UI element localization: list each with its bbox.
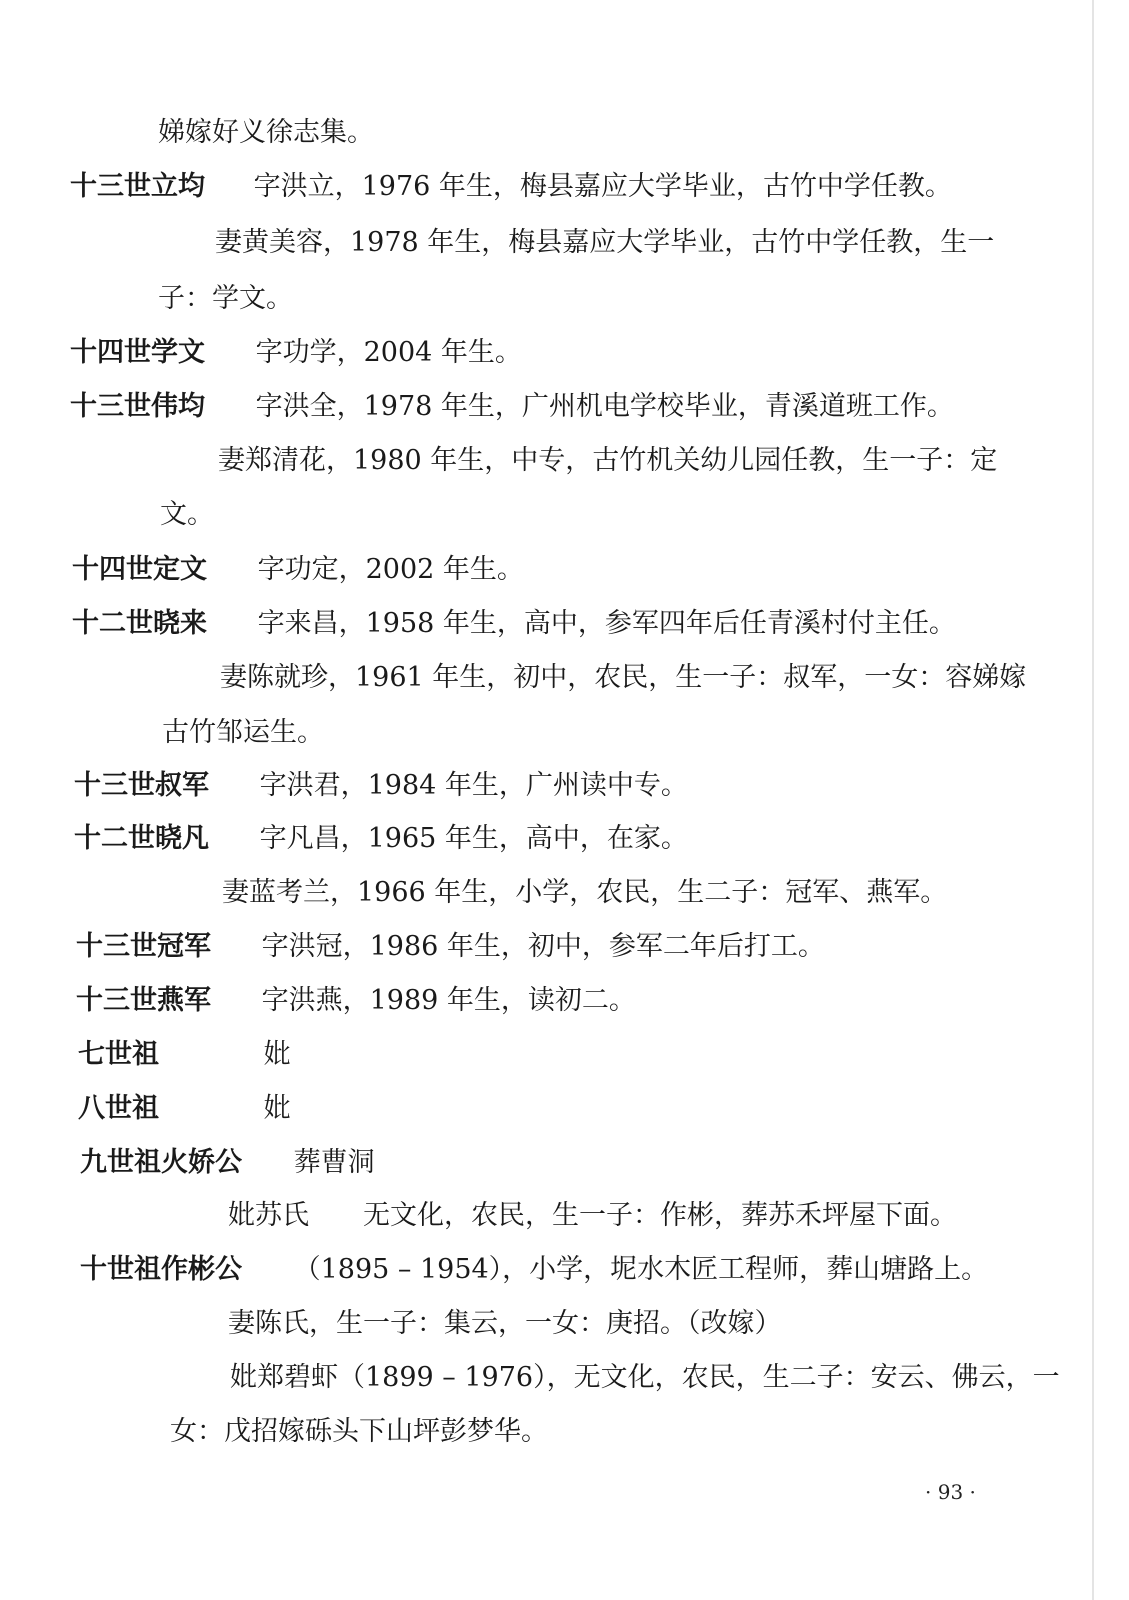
page-fold-shadow bbox=[1092, 0, 1094, 1600]
genealogy-entry bbox=[78, 1092, 291, 1126]
entry-name: 十三世叔军 bbox=[74, 770, 209, 801]
text-line bbox=[218, 444, 997, 478]
entry-description: 妣 bbox=[263, 1039, 291, 1070]
entry-name: 十三世燕军 bbox=[76, 985, 211, 1016]
line-text: 妻黄美容，1978 年生，梅县嘉应大学毕业，古竹中学任教，生一 bbox=[215, 227, 995, 258]
entry-name: 十四世定文 bbox=[72, 554, 207, 585]
line-text: 女：戊招嫁砾头下山坪彭梦华。 bbox=[170, 1416, 548, 1447]
line-text: 文。 bbox=[160, 499, 214, 530]
text-line bbox=[220, 661, 1026, 695]
genealogy-entry bbox=[72, 607, 956, 641]
entry-description: 字洪燕，1989 年生，读初二。 bbox=[261, 985, 636, 1016]
entry-description: 字来昌，1958 年生，高中，参军四年后任青溪村付主任。 bbox=[257, 608, 956, 639]
text-line bbox=[230, 1361, 1060, 1395]
text-line bbox=[170, 1415, 548, 1449]
entry-name: 七世祖 bbox=[78, 1039, 159, 1070]
genealogy-entry bbox=[74, 822, 688, 856]
entry-description: 葬曹洞 bbox=[293, 1147, 375, 1178]
entry-description: 字洪立，1976 年生，梅县嘉应大学毕业，古竹中学任教。 bbox=[253, 171, 952, 202]
line-text: 妻陈就珍，1961 年生，初中，农民，生一子：叔军，一女：容娣嫁 bbox=[220, 662, 1027, 693]
line-text: 娣嫁好义徐志集。 bbox=[158, 117, 374, 148]
genealogy-entry bbox=[70, 170, 952, 204]
line-text: 妣苏氏 无文化，农民，生一子：作彬，葬苏禾坪屋下面。 bbox=[228, 1200, 957, 1231]
genealogy-entry bbox=[80, 1253, 988, 1287]
entry-name: 九世祖火娇公 bbox=[80, 1147, 242, 1178]
genealogy-entry bbox=[80, 1146, 375, 1180]
line-text: 妣郑碧虾（1899 – 1976），无文化，农民，生二子：安云、佛云，一 bbox=[230, 1362, 1060, 1393]
genealogy-entry bbox=[70, 390, 954, 424]
genealogy-entry bbox=[78, 1038, 291, 1072]
entry-description: 字洪全，1978 年生，广州机电学校毕业，青溪道班工作。 bbox=[255, 391, 954, 422]
entry-description: 字洪冠，1986 年生，初中，参军二年后打工。 bbox=[261, 931, 825, 962]
genealogy-entry bbox=[76, 930, 825, 964]
line-text: 妻郑清花，1980 年生，中专，古竹机关幼儿园任教，生一子：定 bbox=[218, 445, 998, 476]
entry-name: 十三世冠军 bbox=[76, 931, 211, 962]
entry-name: 八世祖 bbox=[78, 1093, 159, 1124]
genealogy-entry bbox=[76, 984, 636, 1018]
entry-name: 十世祖作彬公 bbox=[80, 1254, 242, 1285]
genealogy-entry bbox=[74, 769, 688, 803]
page-number: · 93 · bbox=[925, 1480, 976, 1504]
entry-description: 妣 bbox=[263, 1093, 291, 1124]
entry-description: 字洪君，1984 年生，广州读中专。 bbox=[259, 770, 688, 801]
text-line bbox=[158, 282, 293, 316]
text-line bbox=[228, 1199, 957, 1233]
line-text: 妻陈氏，生一子：集云，一女：庚招。（改嫁） bbox=[228, 1308, 782, 1339]
line-text: 古竹邹运生。 bbox=[162, 717, 324, 748]
entry-description: 字凡昌，1965 年生，高中，在家。 bbox=[259, 823, 688, 854]
text-line bbox=[222, 876, 947, 910]
text-line bbox=[158, 116, 374, 150]
entry-description: （1895 – 1954），小学，坭水木匠工程师，葬山塘路上。 bbox=[293, 1254, 989, 1285]
line-text: 子：学文。 bbox=[158, 283, 293, 314]
entry-name: 十三世立均 bbox=[70, 171, 205, 202]
line-text: 妻蓝考兰，1966 年生，小学，农民，生二子：冠军、燕军。 bbox=[222, 877, 948, 908]
text-line bbox=[162, 716, 324, 750]
genealogy-entry bbox=[72, 553, 524, 587]
entry-name: 十二世晓凡 bbox=[74, 823, 209, 854]
text-line bbox=[160, 498, 214, 532]
text-line bbox=[215, 226, 994, 260]
entry-name: 十二世晓来 bbox=[72, 608, 207, 639]
entry-name: 十四世学文 bbox=[70, 337, 205, 368]
entry-description: 字功定，2002 年生。 bbox=[257, 554, 524, 585]
text-line bbox=[228, 1307, 782, 1341]
entry-description: 字功学，2004 年生。 bbox=[255, 337, 522, 368]
genealogy-entry bbox=[70, 336, 522, 370]
entry-name: 十三世伟均 bbox=[70, 391, 205, 422]
